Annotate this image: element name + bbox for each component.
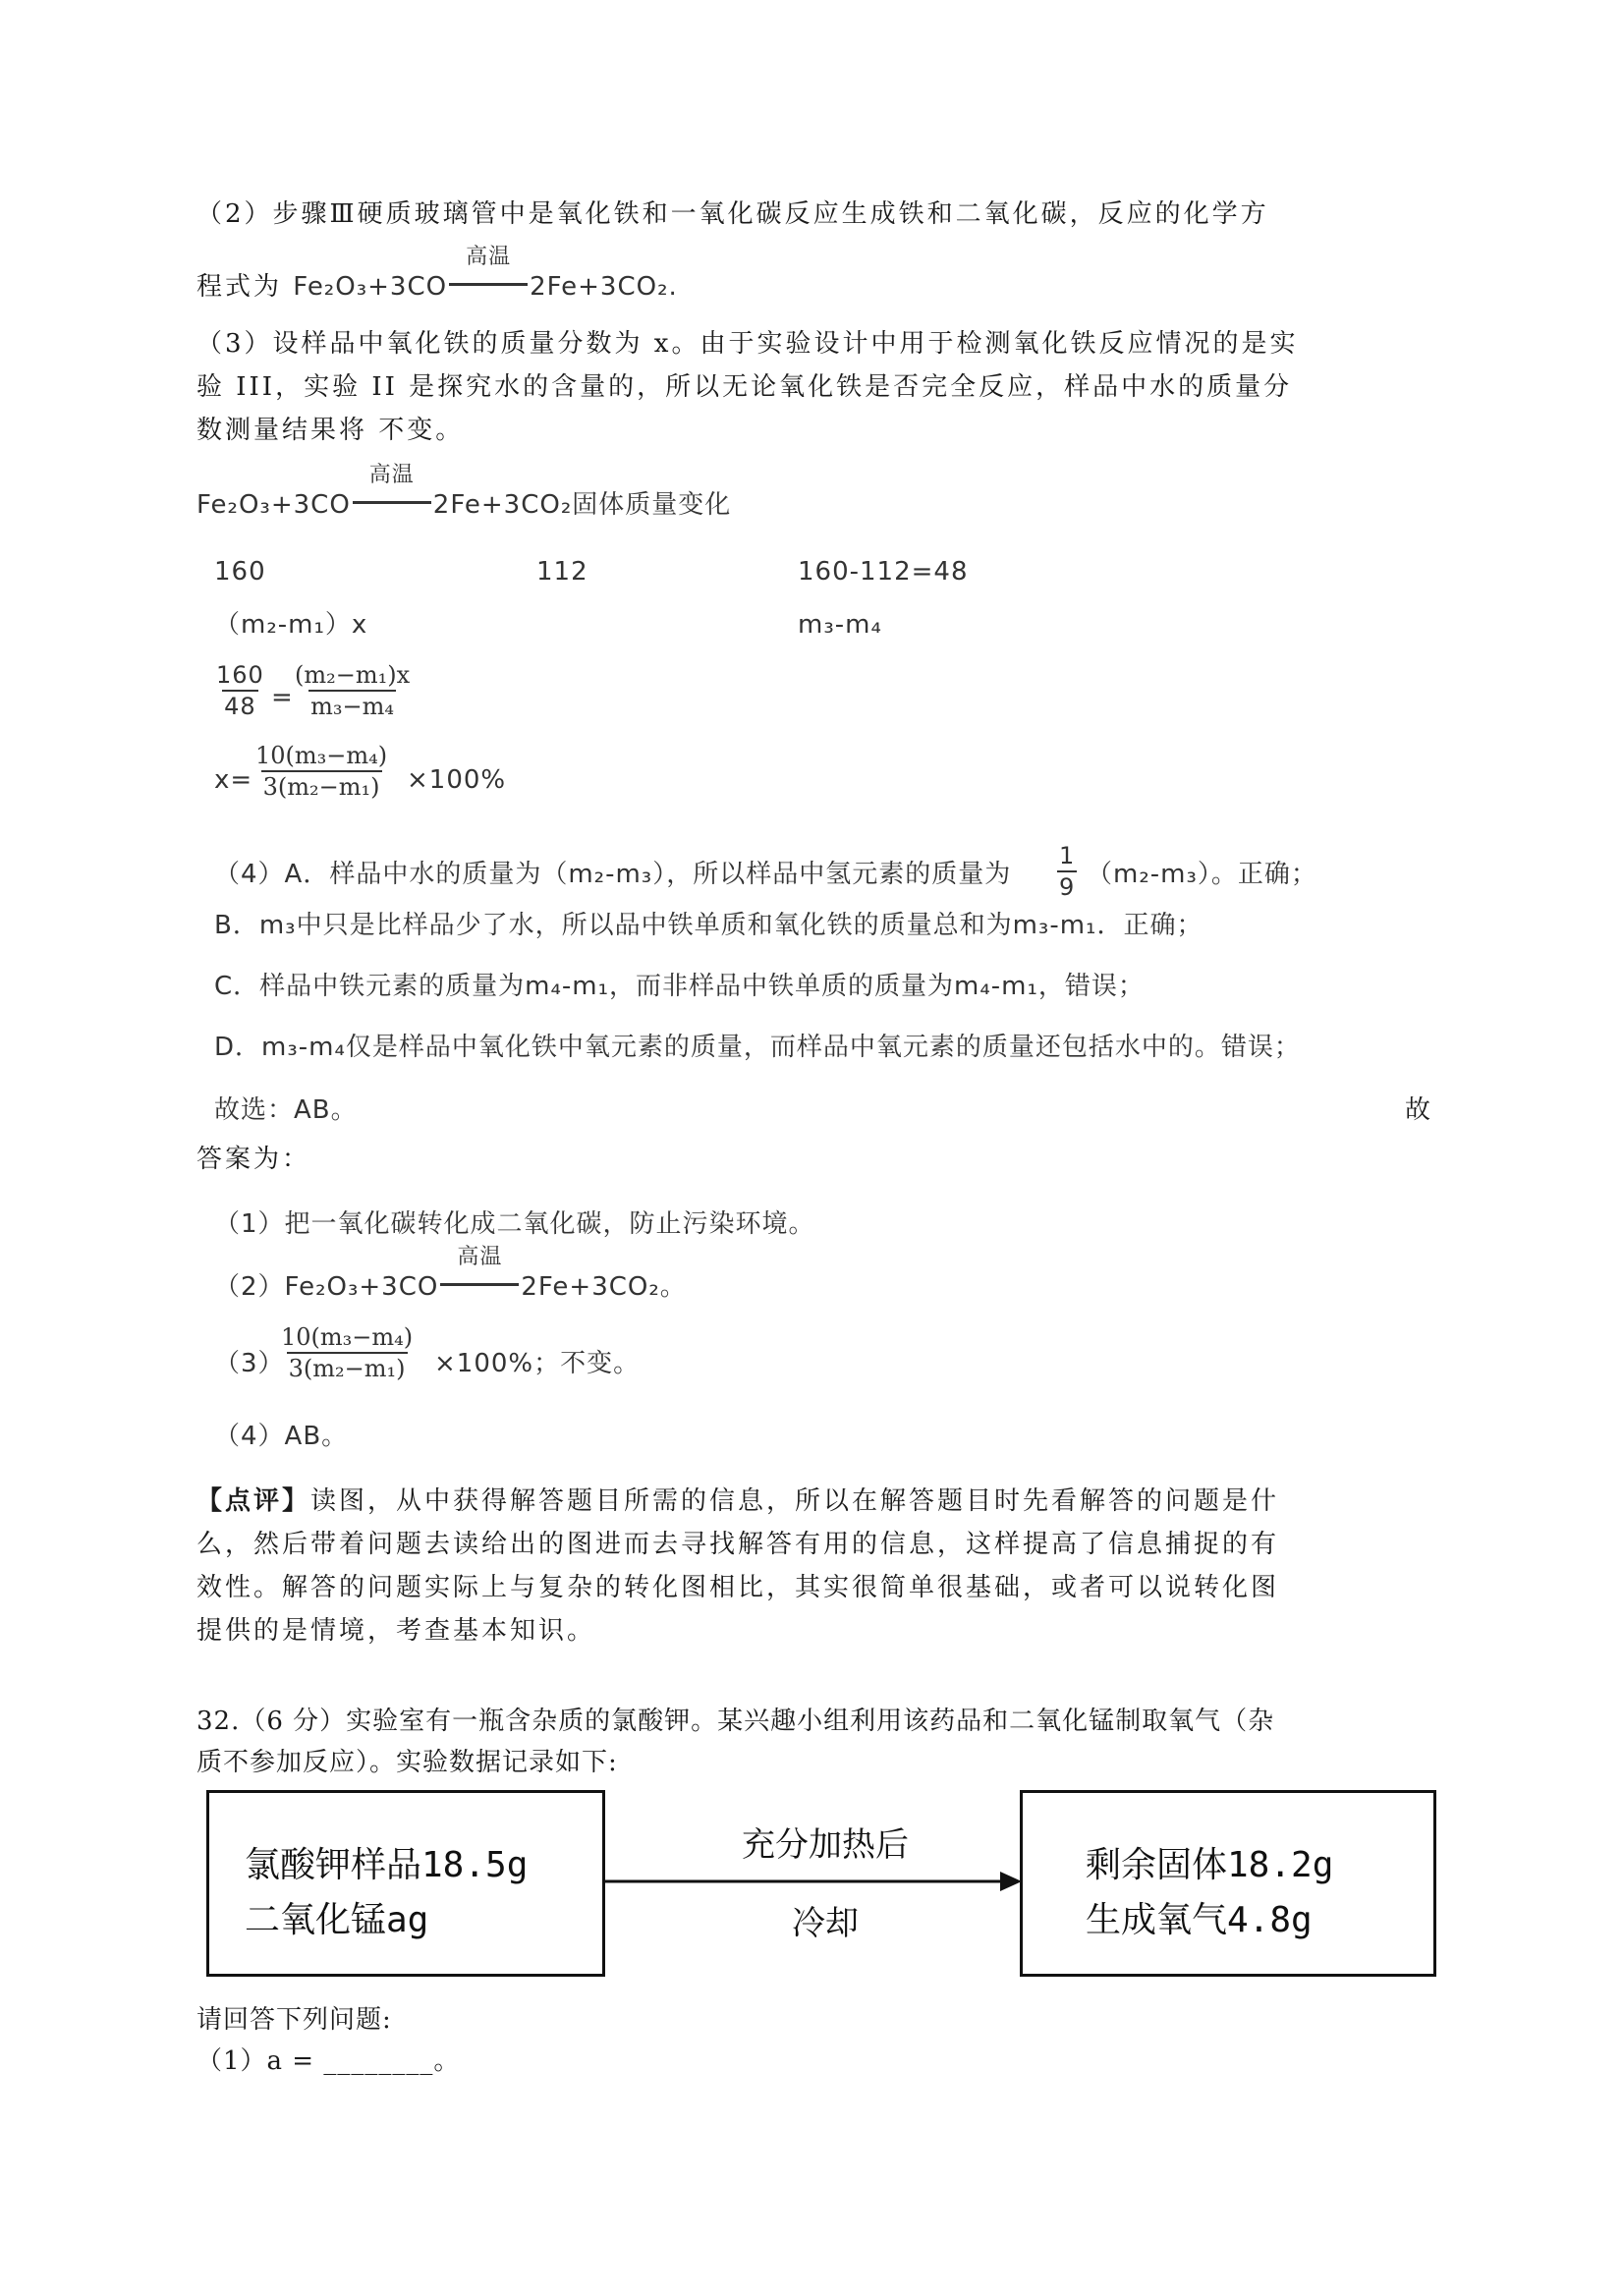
document-page: （2）步骤Ⅲ硬质玻璃管中是氧化铁和一氧化碳反应生成铁和二氧化碳，反应的化学方 程式为 Fe₂O₃+3CO 高温 2Fe+3CO₂. （3）设样品中氧化铁的质量分数为 x。由于实验设计中用于检测氧化铁反应情况的是实 验 III，实验 II 是探究水的含量的，所以无论氧化铁是否完全反应，样品中水的质量分 数测量结果将 不变。 Fe₂O₃+3CO 高温 2Fe+3CO₂固体质量变化 160 112 160-112=48 （m₂-m₁）x m₃-m₄ $\frac{160}{48}$ = $\frac{\text{(m₂−m₁)x}}{\text{m₃−m₄}}$ x= $\frac{\text{10(m₃−m₄)}}{\text{3(m₂−m₁)}}$ ×100% （4）A．样品中水的质量为（m₂-m₃），所以样品中氢元素的质量为 $\frac{1}{9}$ （m₂-m₃）。正确； B．m₃中只是比样品少了水，所以品中铁单质和氧化铁的质量总和为m₃-m₁．正确； C．样品中铁元素的质量为m₄-m₁，而非样品中铁单质的质量为m₄-m₁，错误； D．m₃-m₄仅是样品中氧化铁中氧元素的质量，而样品中氧元素的质量还包括水中的。错误； 故选：AB。 故 答案为： （1）把一氧化碳转化成二氧化碳，防止污染环境。 （2）Fe₂O₃+3CO 高温 2Fe+3CO₂。 （3） $\frac{\text{10(m₃−m₄)}}{\text{3(m₂−m₁)}}$ ×100%；不变。 （4）AB。 【点评】读图，从中获得解答题目所需的信息，所以在解答题目时先看解答的问题是什 么，然后带着问题去读给出的图进而去寻找解答有用的信息，这样提高了信息捕捉的有 效性。解答的问题实际上与复杂的转化图相比，其实很简单很基础，或者可以说转化图 提供的是情境，考查基本知识。 32.（6 分）实验室有一瓶含杂质的氯酸钾。某兴趣小组利用该药品和二氧化锰制取氧气（杂 质不参加反应）。实验数据记录如下: 氯酸钾样品18.5g 二氧化锰ag 充分加热后 冷却 剩余固体18.2g 生成氧气4.8g 请回答下列问题: （1）a = ________。 [0, 0, 1623, 2296]
q32-line1: 32.（6 分）实验室有一瓶含杂质的氯酸钾。某兴趣小组利用该药品和二氧化锰制取氧气（杂 [196, 1707, 1275, 1736]
comment-line3: 效性。解答的问题实际上与复杂的转化图相比，其实很简单很基础，或者可以说转化图 [196, 1573, 1280, 1602]
comment-label: 【点评】 [196, 1486, 311, 1516]
answer-2: （2）Fe₂O₃+3CO 高温 2Fe+3CO₂。 [214, 1245, 687, 1302]
answer-3: （3） $\frac{\text{10(m₃−m₄)}}{\text{3(m₂−m₁)}}$ ×100%；不变。 [214, 1323, 641, 1382]
q2-equation: Fe₂O₃+3CO 高温 2Fe+3CO₂. [293, 245, 678, 302]
q4-option-b: B．m₃中只是比样品少了水，所以品中铁单质和氧化铁的质量总和为m₃-m₁．正确； [214, 911, 1203, 940]
arrow-right-icon [603, 1867, 1022, 1896]
comment-line4: 提供的是情境，考查基本知识。 [196, 1616, 596, 1646]
answers-title: 答案为： [196, 1145, 311, 1174]
answer-1: （1）把一氧化碳转化成二氧化碳，防止污染环境。 [214, 1209, 815, 1239]
q3-x-expression: x= $\frac{\text{10(m₃−m₄)}}{\text{3(m₂−m₁)}}$ ×100% [214, 742, 507, 801]
q32-line2: 质不参加反应）。实验数据记录如下: [196, 1748, 618, 1777]
q4-option-a: （4）A．样品中水的质量为（m₂-m₃），所以样品中氢元素的质量为 $\frac{1}{9}$ （m₂-m₃）。正确； [214, 842, 1317, 901]
products-box: 剩余固体18.2g 生成氧气4.8g [1020, 1790, 1436, 1977]
comment-line1: 【点评】读图，从中获得解答题目所需的信息，所以在解答题目时先看解答的问题是什 [196, 1486, 1280, 1516]
q3-line1: （3）设样品中氧化铁的质量分数为 x。由于实验设计中用于检测氧化铁反应情况的是实 [196, 329, 1299, 359]
answer-4: （4）AB。 [214, 1422, 349, 1451]
q3-equation: Fe₂O₃+3CO 高温 2Fe+3CO₂固体质量变化 [196, 463, 732, 520]
q32-sub1: （1）a = ________。 [196, 2046, 461, 2076]
reactants-box: 氯酸钾样品18.5g 二氧化锰ag [206, 1790, 605, 1977]
q4-option-c: C．样品中铁元素的质量为m₄-m₁，而非样品中铁单质的质量为m₄-m₁，错误； [214, 972, 1145, 1001]
q2-line1: （2）步骤Ⅲ硬质玻璃管中是氧化铁和一氧化碳反应生成铁和二氧化碳，反应的化学方 [196, 199, 1269, 229]
q3-line2: 验 III，实验 II 是探究水的含量的，所以无论氧化铁是否完全反应，样品中水的质量分 [196, 372, 1293, 402]
arrow-label-bottom: 冷却 [792, 1904, 859, 1943]
q2-line2: 程式为 Fe₂O₃+3CO 高温 2Fe+3CO₂. [196, 245, 678, 302]
comment-line2: 么，然后带着问题去读给出的图进而去寻找解答有用的信息，这样提高了信息捕捉的有 [196, 1530, 1280, 1559]
q4-option-d: D．m₃-m₄仅是样品中氧化铁中氧元素的质量，而样品中氧元素的质量还包括水中的。错误； [214, 1033, 1301, 1062]
q32-prompt: 请回答下列问题: [196, 2005, 392, 2035]
arrow-label-top: 充分加热后 [742, 1825, 909, 1865]
q3-ratio: $\frac{160}{48}$ = $\frac{\text{(m₂−m₁)x}}{\text{m₃−m₄}}$ [216, 661, 411, 720]
q3-line3: 数测量结果将 不变。 [196, 416, 465, 445]
